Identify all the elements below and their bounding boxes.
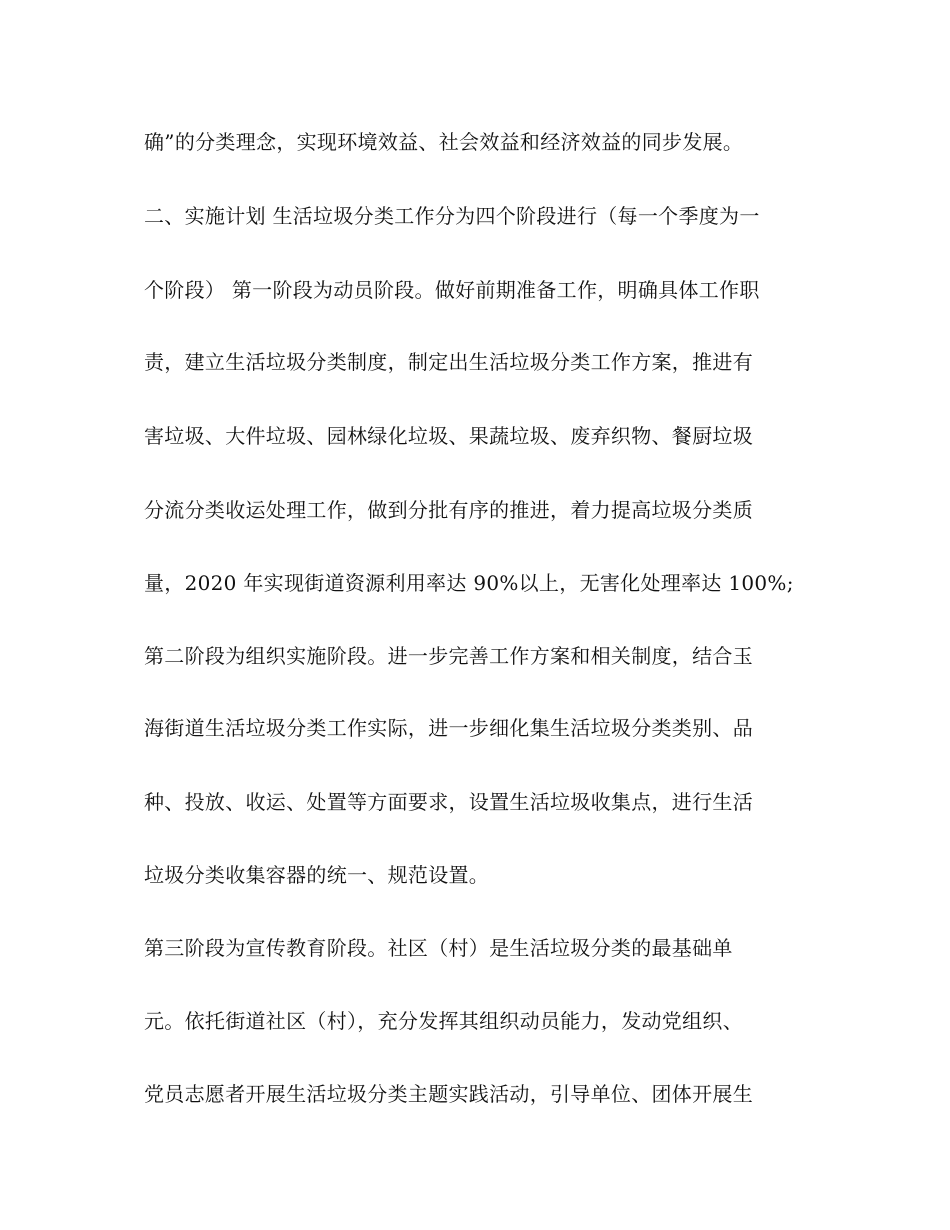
- paragraph-line: 垃圾分类收集容器的统一、规范设置。: [144, 863, 490, 887]
- paragraph-line: 量，2020 年实现街道资源利用率达 90%以上，无害化处理率达 100%;: [144, 571, 794, 595]
- paragraph-line: 分流分类收运处理工作，做到分批有序的推进，着力提高垃圾分类质: [144, 498, 753, 522]
- paragraph-line: 第三阶段为宣传教育阶段。社区（村）是生活垃圾分类的最基础单: [144, 936, 733, 960]
- paragraph-line: 党员志愿者开展生活垃圾分类主题实践活动，引导单位、团体开展生: [144, 1082, 753, 1106]
- paragraph-line: 种、投放、收运、处置等方面要求，设置生活垃圾收集点，进行生活: [144, 790, 753, 814]
- paragraph-line: 海街道生活垃圾分类工作实际，进一步细化集生活垃圾分类类别、品: [144, 716, 753, 740]
- paragraph-line: 责，建立生活垃圾分类制度，制定出生活垃圾分类工作方案，推进有: [144, 350, 753, 374]
- paragraph-line: 第二阶段为组织实施阶段。进一步完善工作方案和相关制度，结合玉: [144, 644, 753, 668]
- paragraph-line: 害垃圾、大件垃圾、园林绿化垃圾、果蔬垃圾、废弃织物、餐厨垃圾: [144, 424, 753, 448]
- paragraph-line: 元。依托街道社区（村），充分发挥其组织动员能力，发动党组织、: [144, 1009, 743, 1033]
- paragraph-line: 二、实施计划 生活垃圾分类工作分为四个阶段进行（每一个季度为一: [144, 204, 760, 228]
- paragraph-line: 确”的分类理念，实现环境效益、社会效益和经济效益的同步发展。: [144, 130, 744, 154]
- paragraph-line: 个阶段） 第一阶段为动员阶段。做好前期准备工作，明确具体工作职: [144, 278, 760, 302]
